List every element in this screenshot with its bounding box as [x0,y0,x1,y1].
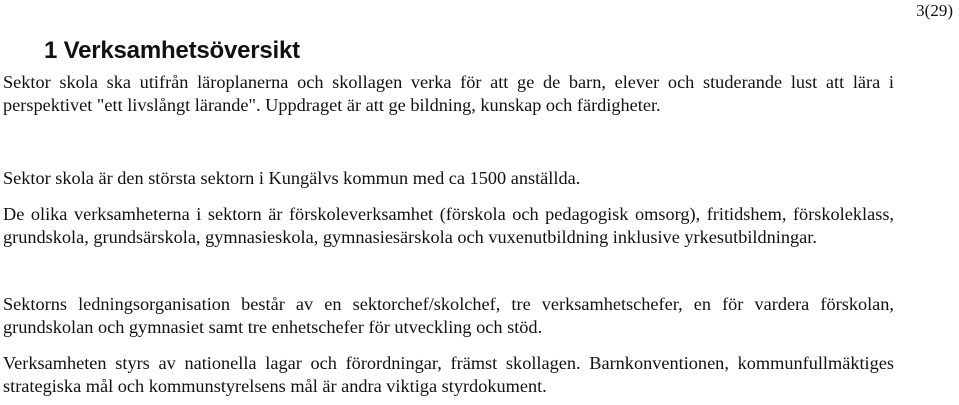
paragraph-management: Sektorns ledningsorganisation består av en sektorchef/skolchef, tre verksamhetschefer, en för vardera förskolan, grundskolan och gymnasiet samt tre enhetschefer för utveckling och stöd. [3,294,894,337]
paragraph-size: Sektor skola är den största sektorn i Kungälvs kommun med ca 1500 anställda. [3,168,581,188]
section-heading: 1 Verksamhetsöversikt [44,37,300,64]
page-number: 3(29) [916,1,953,20]
paragraph-governance: Verksamheten styrs av nationella lagar och förordningar, främst skollagen. Barnkonventionen, kommunfullmäktiges strategiska mål och kommunstyrelsens mål är andra viktiga styrdokument. [3,353,894,396]
paragraph-mission: Sektor skola ska utifrån läroplanerna och skollagen verka för att ge de barn, elever och studerande lust att lära i perspektivet "ett livslångt lärande". Uppdraget är att ge bildning, kunskap och färdigheter. [3,72,894,115]
paragraph-activities: De olika verksamheterna i sektorn är förskoleverksamhet (förskola och pedagogisk omsorg), fritidshem, förskoleklass, grundskola, grundsärskola, gymnasieskola, gymnasiesärskola och vuxenutbildning inklusive yrkesutbildningar. [3,204,894,247]
